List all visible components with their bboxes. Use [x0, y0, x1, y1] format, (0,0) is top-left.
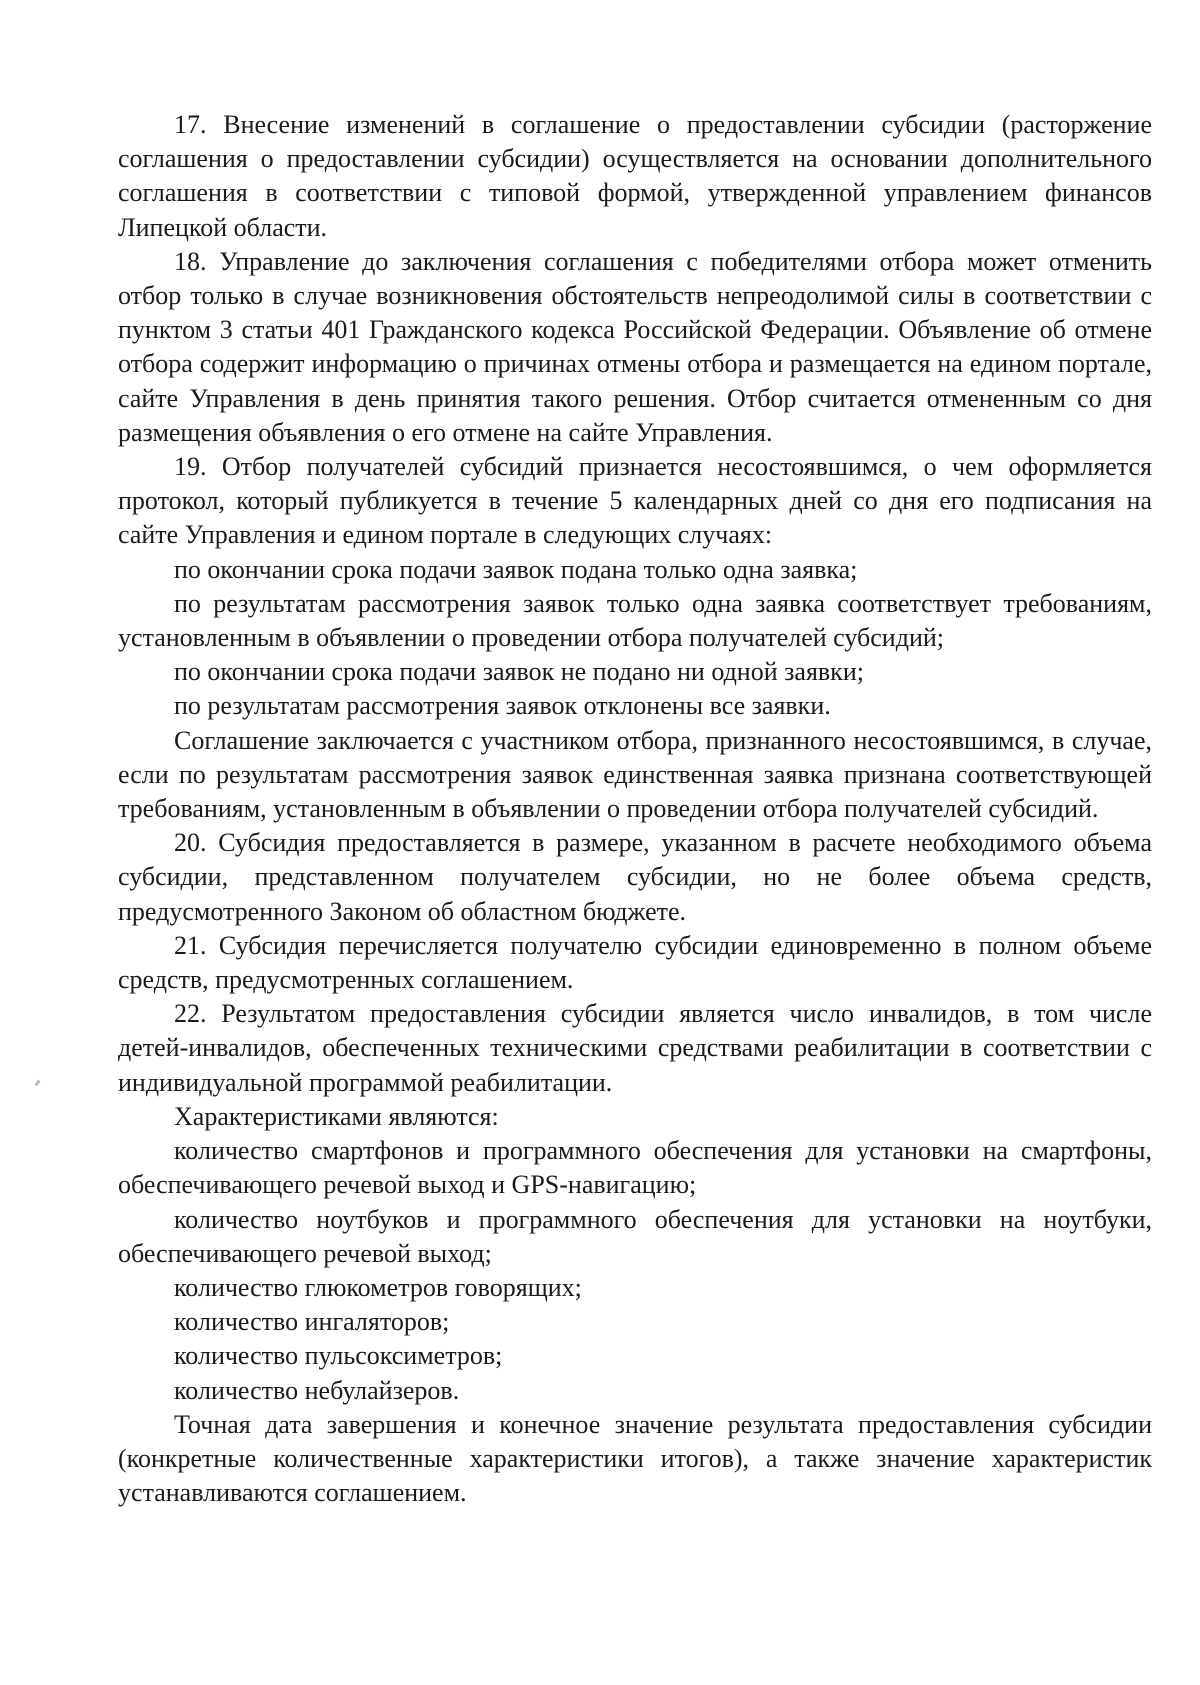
document-body [118, 108, 1152, 1510]
clause-17-paragraph: 17. Внесение изменений в соглашение о предоставлении субсидии (расторжение соглашения о предоставлении субсидии) осуществляется на основании дополнительного соглашения в соответствии с типовой формой, утвержденной управлением финансов Липецкой области. [118, 110, 1152, 242]
clause-21-paragraph: 21. Субсидия перечисляется получателю субсидии единовременно в полном объеме средств, предусмотренных соглашением. [118, 930, 1152, 995]
case-one-application-paragraph: по окончании срока подачи заявок подана только одна заявка; [174, 554, 858, 584]
case-all-rejected-paragraph: по результатам рассмотрения заявок отклонены все заявки. [174, 691, 831, 721]
agreement-conclusion-paragraph: Соглашение заключается с участником отбора, признанного несостоявшимся, в случае, если по результатам рассмотрения заявок единственная заявка признана соответствующей требованиям, установленным в объявлении о проведении отбора получателей субсидий. [118, 725, 1152, 824]
case-one-compliant-paragraph: по результатам рассмотрения заявок только одна заявка соответствует требованиям, установленным в объявлении о проведении отбора получателей субсидий; [118, 588, 1152, 653]
characteristic-nebulizers-paragraph: количество небулайзеров. [174, 1375, 460, 1405]
case-no-applications-paragraph: по окончании срока подачи заявок не подано ни одной заявки; [174, 657, 864, 687]
characteristic-smartphones-paragraph: количество смартфонов и программного обеспечения для установки на смартфоны, обеспечивающего речевой выход и GPS-навигацию; [118, 1136, 1152, 1200]
characteristics-heading-paragraph: Характеристиками являются: [174, 1101, 499, 1131]
final-date-paragraph: Точная дата завершения и конечное значение результата предоставления субсидии (конкретные количественные характеристики итогов), а также значение характеристик устанавливаются соглашением. [118, 1409, 1152, 1508]
characteristic-laptops-paragraph: количество ноутбуков и программного обеспечения для установки на ноутбуки, обеспечивающего речевой выход; [118, 1204, 1152, 1268]
clause-22-paragraph: 22. Результатом предоставления субсидии является число инвалидов, в том числе детей-инвалидов, обеспеченных техническими средствами реабилитации в соответствии с индивидуальной программой реабилитации. [118, 999, 1152, 1097]
scan-speck-mark [35, 1080, 41, 1087]
clause-19-paragraph: 19. Отбор получателей субсидий признается несостоявшимся, о чем оформляется протокол, который публикуется в течение 5 календарных дней со дня его подписания на сайте Управления и едином портале в следующих случаях: [118, 452, 1152, 550]
clause-18-paragraph: 18. Управление до заключения соглашения с победителями отбора может отменить отбор только в случае возникновения обстоятельств непреодолимой силы в соответствии с пунктом 3 статьи 401 Гражданского кодекса Российской Федерации. Объявление об отмене отбора содержит информацию о причинах отмены отбора и размещается на едином портале, сайте Управления в день принятия такого решения. Отбор считается отмененным со дня размещения объявления о его отмене на сайте Управления. [118, 246, 1152, 447]
characteristic-inhalers-paragraph: количество ингаляторов; [174, 1307, 450, 1337]
clause-20-paragraph: 20. Субсидия предоставляется в размере, указанном в расчете необходимого объема субсидии, представленном получателем субсидии, но не более объема средств, предусмотренного Законом об областном бюджете. [118, 828, 1152, 926]
characteristic-glucometers-paragraph: количество глюкометров говорящих; [174, 1272, 582, 1302]
characteristic-pulse-oximeters-paragraph: количество пульсоксиметров; [174, 1341, 503, 1371]
